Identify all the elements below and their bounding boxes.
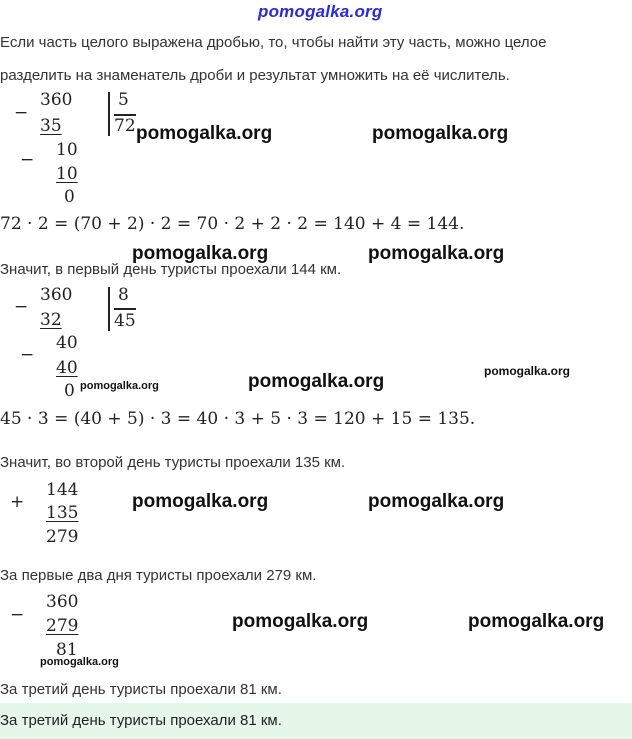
final-remainder: 0 [64, 381, 75, 401]
calculation-1: 72 · 2 = (70 + 2) · 2 = 70 · 2 + 2 · 2 = 140 + 4 = 144. [0, 214, 465, 234]
quotient: 45 [114, 311, 136, 331]
watermark: pomogalka.org [484, 364, 571, 378]
addend-2: 135 [46, 503, 79, 523]
subtrahend: 35 [40, 116, 62, 136]
watermark: pomogalka.org [372, 123, 509, 144]
subtrahend: 10 [56, 164, 78, 184]
minuend: 360 [46, 592, 79, 612]
subtrahend: 32 [40, 310, 62, 330]
dividend: 360 [40, 90, 73, 110]
remainder: 10 [56, 140, 78, 160]
result-4: За третий день туристы проехали 81 км. [0, 681, 282, 698]
difference: 81 [56, 640, 78, 660]
result-3: За первые два дня туристы проехали 279 км. [0, 567, 317, 584]
watermark: pomogalka.org [368, 243, 505, 264]
final-remainder: 0 [64, 187, 75, 207]
intro-line-1: Если часть целого выражена дробью, то, чтобы найти эту часть, можно целое [0, 34, 547, 51]
result-2: Значит, во второй день туристы проехали 135 км. [0, 454, 346, 471]
division-bar [108, 287, 110, 331]
minus-sign: − [20, 150, 35, 170]
minus-sign: − [14, 103, 29, 123]
intro-line-2: разделить на знаменатель дроби и результат умножить на её числитель. [0, 67, 510, 84]
calculation-2: 45 · 3 = (40 + 5) · 3 = 40 · 3 + 5 · 3 = 120 + 15 = 135. [0, 409, 476, 429]
divisor: 5 [118, 90, 129, 110]
top-watermark[interactable]: pomogalka.org [258, 2, 383, 21]
subtrahend: 40 [56, 358, 78, 378]
remainder: 40 [56, 333, 78, 353]
watermark: pomogalka.org [132, 491, 269, 512]
result-1: Значит, в первый день туристы проехали 144 км. [0, 261, 342, 278]
quotient: 72 [114, 116, 136, 136]
watermark: pomogalka.org [232, 611, 369, 632]
subtrahend: 279 [46, 616, 79, 636]
watermark: pomogalka.org [132, 243, 269, 264]
watermark: pomogalka.org [468, 611, 605, 632]
minus-sign: − [20, 345, 35, 365]
quotient-line [114, 308, 136, 310]
plus-sign: + [10, 492, 25, 512]
divisor: 8 [118, 285, 129, 305]
answer-text: За третий день туристы проехали 81 км. [0, 712, 282, 729]
division-bar [108, 92, 110, 136]
minus-sign: − [14, 297, 29, 317]
watermark: pomogalka.org [136, 123, 273, 144]
sum: 279 [46, 527, 79, 547]
minus-sign: − [10, 605, 25, 625]
watermark: pomogalka.org [80, 380, 159, 392]
watermark: pomogalka.org [368, 491, 505, 512]
watermark: pomogalka.org [40, 656, 119, 668]
watermark: pomogalka.org [248, 371, 385, 392]
addend-1: 144 [46, 480, 79, 500]
dividend: 360 [40, 285, 73, 305]
